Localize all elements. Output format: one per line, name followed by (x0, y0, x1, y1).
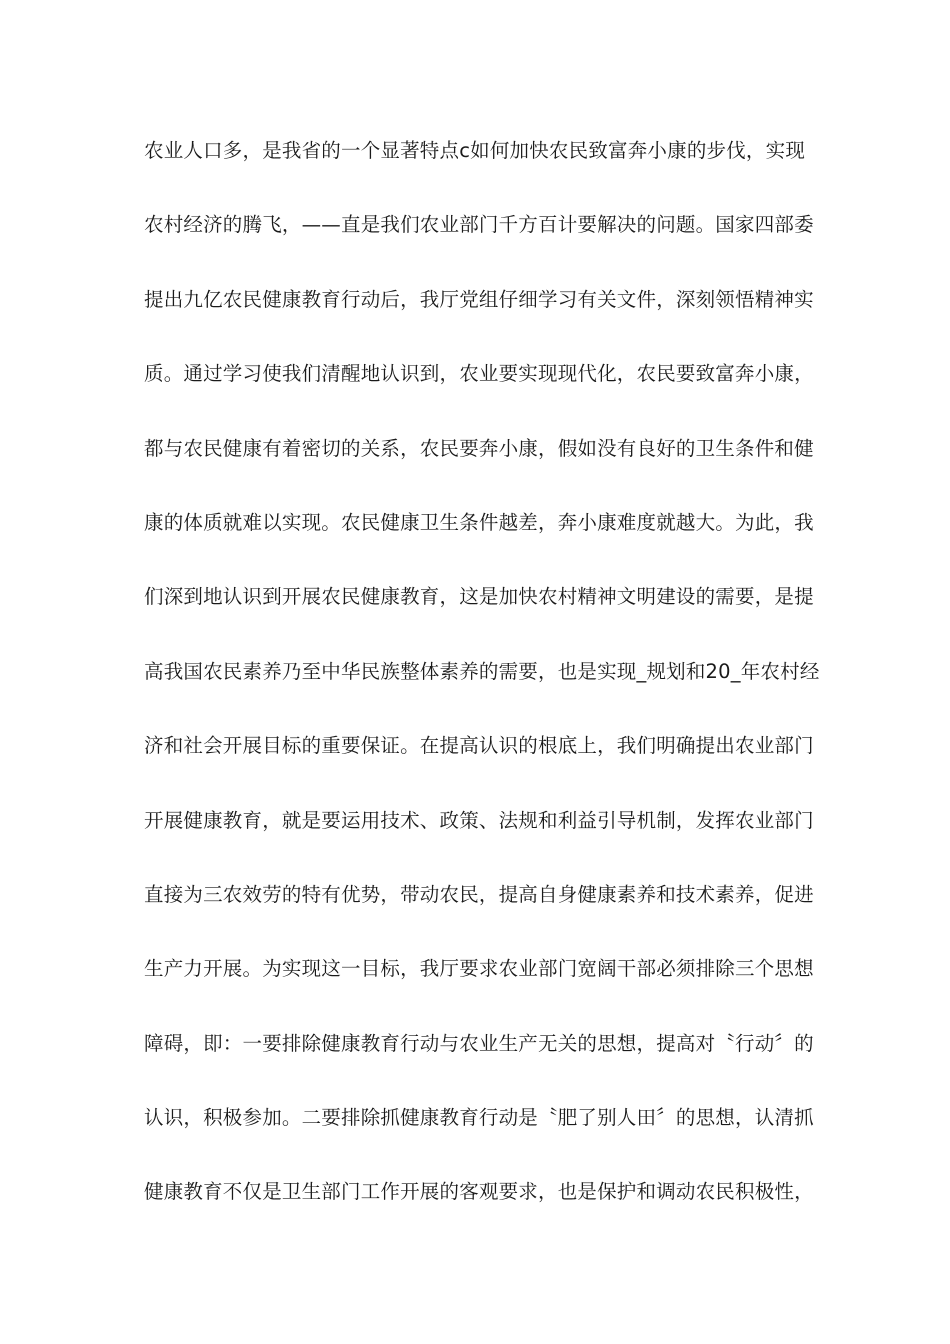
text-line: 开展健康教育，就是要运用技术、政策、法规和利益引导机制，发挥农业部门 (144, 808, 814, 832)
text-line: 们深到地认识到开展农民健康教育，这是加快农村精神文明建设的需要，是提 (144, 585, 814, 609)
text-line: 质。通过学习使我们清醒地认识到，农业要实现现代化，农民要致富奔小康， (144, 362, 814, 386)
text-line: 直接为三农效劳的特有优势，带动农民，提高自身健康素养和技术素养，促进 (144, 882, 814, 906)
text-line: 生产力开展。为实现这一目标，我厅要求农业部门宽阔干部必须排除三个思想 (144, 957, 814, 981)
text-line: 济和社会开展目标的重要保证。在提高认识的根底上，我们明确提出农业部门 (144, 734, 814, 758)
text-line: 农村经济的腾飞，——直是我们农业部门千方百计要解决的问题。国家四部委 (144, 213, 814, 237)
text-line: 健康教育不仅是卫生部门工作开展的客观要求，也是保护和调动农民积极性， (144, 1180, 814, 1204)
body-text (144, 132, 820, 1248)
text-line: 农业人口多，是我省的一个显著特点c如何加快农民致富奔小康的步伐，实现 (144, 139, 806, 162)
text-line: 障碍，即：一要排除健康教育行动与农业生产无关的思想，提高对〝行动〞的 (144, 1031, 814, 1055)
text-line: 都与农民健康有着密切的关系，农民要奔小康，假如没有良好的卫生条件和健 (144, 436, 814, 460)
text-line: 高我国农民素养乃至中华民族整体素养的需要，也是实现_规划和20_年农村经 (144, 659, 820, 683)
text-line: 认识，积极参加。二要排除抓健康教育行动是〝肥了别人田〞的思想，认清抓 (144, 1106, 814, 1130)
text-line: 提出九亿农民健康教育行动后，我厅党组仔细学习有关文件，深刻领悟精神实 (144, 287, 814, 311)
text-line: 康的体质就难以实现。农民健康卫生条件越差，奔小康难度就越大。为此，我 (144, 510, 814, 534)
